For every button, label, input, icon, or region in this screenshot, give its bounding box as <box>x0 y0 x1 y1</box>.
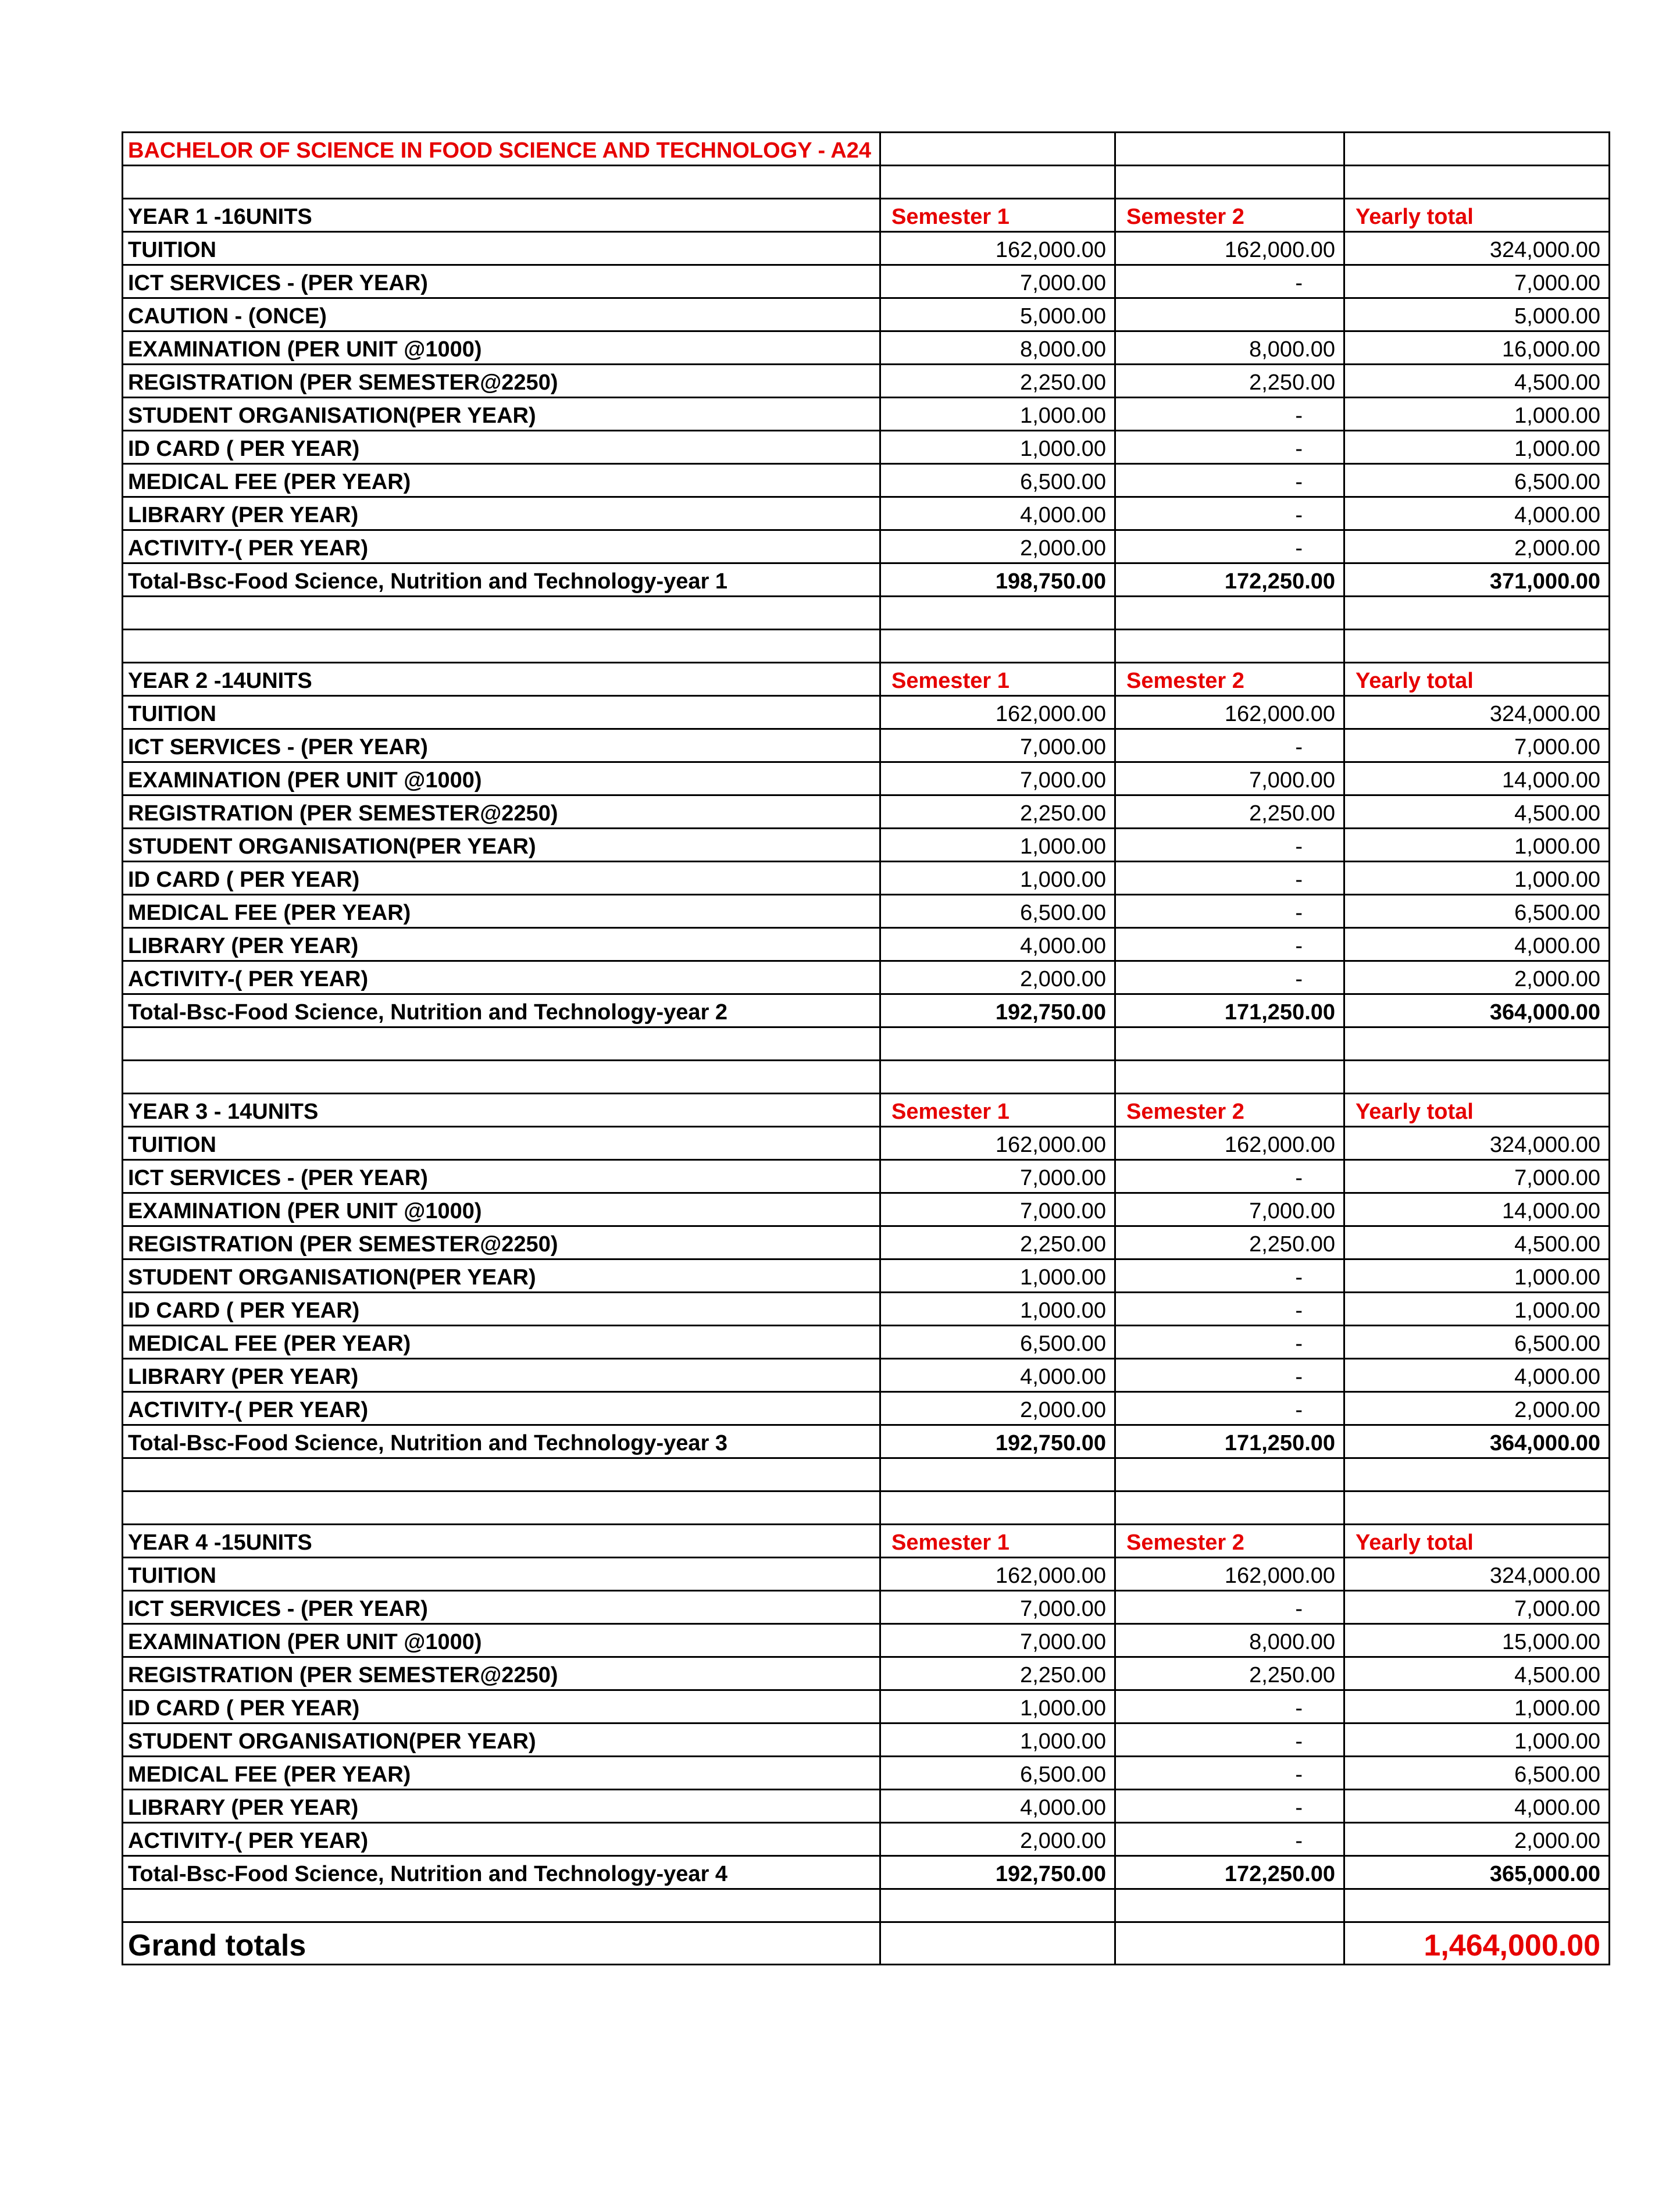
yearly-total-amount: 1,000.00 <box>1344 1259 1610 1293</box>
empty-cell <box>123 1889 880 1922</box>
fee-row <box>123 232 1610 265</box>
fee-label: ACTIVITY-( PER YEAR) <box>123 961 880 994</box>
yearly-total-amount: 6,500.00 <box>1344 1757 1610 1790</box>
blank-row <box>123 1889 1610 1922</box>
fee-row <box>123 365 1610 398</box>
semester-2-amount: 162,000.00 <box>1115 1558 1344 1591</box>
title-row <box>123 133 1610 166</box>
semester-1-amount: 2,000.00 <box>880 1823 1115 1856</box>
empty-cell <box>880 133 1115 166</box>
year-total-yearly: 364,000.00 <box>1344 1425 1610 1458</box>
year-header-row <box>123 199 1610 232</box>
empty-cell <box>1115 1491 1344 1525</box>
semester-2-header: Semester 2 <box>1115 1525 1344 1558</box>
blank-row <box>123 1491 1610 1525</box>
semester-1-amount: 7,000.00 <box>880 1193 1115 1226</box>
fee-row <box>123 265 1610 298</box>
empty-cell <box>1115 1889 1344 1922</box>
fee-row <box>123 1723 1610 1757</box>
fee-row <box>123 331 1610 365</box>
empty-cell <box>880 630 1115 663</box>
semester-1-amount: 1,000.00 <box>880 1259 1115 1293</box>
yearly-total-amount: 1,000.00 <box>1344 829 1610 862</box>
fee-schedule-table <box>122 131 1610 1965</box>
yearly-total-amount: 15,000.00 <box>1344 1624 1610 1657</box>
yearly-total-amount: 1,000.00 <box>1344 1723 1610 1757</box>
semester-2-amount: - <box>1115 265 1344 298</box>
empty-cell <box>880 1458 1115 1491</box>
semester-1-header: Semester 1 <box>880 1525 1115 1558</box>
semester-1-amount: 4,000.00 <box>880 1790 1115 1823</box>
semester-2-header: Semester 2 <box>1115 199 1344 232</box>
empty-cell <box>1344 1458 1610 1491</box>
fee-label: REGISTRATION (PER SEMESTER@2250) <box>123 1226 880 1259</box>
fee-row <box>123 1160 1610 1193</box>
fee-label: LIBRARY (PER YEAR) <box>123 928 880 961</box>
semester-2-amount: - <box>1115 1690 1344 1723</box>
empty-cell <box>880 1922 1115 1965</box>
fee-label: LIBRARY (PER YEAR) <box>123 497 880 530</box>
empty-cell <box>880 1027 1115 1061</box>
empty-cell <box>1115 597 1344 630</box>
blank-row <box>123 630 1610 663</box>
fee-row <box>123 1326 1610 1359</box>
yearly-total-header: Yearly total <box>1344 663 1610 696</box>
fee-label: REGISTRATION (PER SEMESTER@2250) <box>123 1657 880 1690</box>
yearly-total-amount: 6,500.00 <box>1344 895 1610 928</box>
empty-cell <box>123 630 880 663</box>
fee-label: TUITION <box>123 1558 880 1591</box>
yearly-total-amount: 7,000.00 <box>1344 1160 1610 1193</box>
fee-label: LIBRARY (PER YEAR) <box>123 1359 880 1392</box>
fee-label: LIBRARY (PER YEAR) <box>123 1790 880 1823</box>
semester-2-amount: - <box>1115 729 1344 762</box>
semester-1-amount: 7,000.00 <box>880 1624 1115 1657</box>
yearly-total-amount: 324,000.00 <box>1344 232 1610 265</box>
fee-label: REGISTRATION (PER SEMESTER@2250) <box>123 795 880 829</box>
year-header-row <box>123 1525 1610 1558</box>
semester-2-amount: - <box>1115 928 1344 961</box>
year-total-semester-2: 171,250.00 <box>1115 994 1344 1027</box>
yearly-total-amount: 4,500.00 <box>1344 1657 1610 1690</box>
empty-cell <box>1344 597 1610 630</box>
semester-1-amount: 2,250.00 <box>880 795 1115 829</box>
semester-2-amount: 162,000.00 <box>1115 696 1344 729</box>
semester-2-amount: 162,000.00 <box>1115 232 1344 265</box>
fee-label: ID CARD ( PER YEAR) <box>123 1293 880 1326</box>
semester-1-amount: 1,000.00 <box>880 829 1115 862</box>
semester-1-amount: 2,250.00 <box>880 1226 1115 1259</box>
empty-cell <box>880 597 1115 630</box>
empty-cell <box>1115 133 1344 166</box>
empty-cell <box>1344 630 1610 663</box>
fee-row <box>123 464 1610 497</box>
fee-label: MEDICAL FEE (PER YEAR) <box>123 895 880 928</box>
blank-row <box>123 1061 1610 1094</box>
fee-label: MEDICAL FEE (PER YEAR) <box>123 1757 880 1790</box>
semester-1-amount: 2,000.00 <box>880 530 1115 563</box>
yearly-total-amount: 2,000.00 <box>1344 1392 1610 1425</box>
yearly-total-amount: 4,000.00 <box>1344 1790 1610 1823</box>
yearly-total-header: Yearly total <box>1344 1094 1610 1127</box>
fee-label: TUITION <box>123 696 880 729</box>
empty-cell <box>1115 630 1344 663</box>
semester-2-amount: - <box>1115 497 1344 530</box>
fee-label: STUDENT ORGANISATION(PER YEAR) <box>123 398 880 431</box>
fee-row <box>123 895 1610 928</box>
year-total-semester-1: 192,750.00 <box>880 1425 1115 1458</box>
year-total-row <box>123 994 1610 1027</box>
fee-label: STUDENT ORGANISATION(PER YEAR) <box>123 1259 880 1293</box>
semester-1-amount: 7,000.00 <box>880 729 1115 762</box>
year-total-semester-1: 192,750.00 <box>880 1856 1115 1889</box>
empty-cell <box>1115 1027 1344 1061</box>
fee-row <box>123 1690 1610 1723</box>
fee-label: ICT SERVICES - (PER YEAR) <box>123 1591 880 1624</box>
year-total-semester-1: 192,750.00 <box>880 994 1115 1027</box>
semester-2-amount: - <box>1115 895 1344 928</box>
year-heading: YEAR 3 - 14UNITS <box>123 1094 880 1127</box>
year-total-semester-2: 171,250.00 <box>1115 1425 1344 1458</box>
semester-2-amount: 8,000.00 <box>1115 331 1344 365</box>
fee-row <box>123 1259 1610 1293</box>
semester-2-amount: 8,000.00 <box>1115 1624 1344 1657</box>
fee-label: STUDENT ORGANISATION(PER YEAR) <box>123 829 880 862</box>
fee-row <box>123 298 1610 331</box>
fee-row <box>123 1624 1610 1657</box>
semester-2-header: Semester 2 <box>1115 663 1344 696</box>
year-total-yearly: 371,000.00 <box>1344 563 1610 597</box>
semester-2-amount: - <box>1115 1160 1344 1193</box>
semester-2-amount: 2,250.00 <box>1115 1226 1344 1259</box>
fee-row <box>123 1657 1610 1690</box>
document-title: BACHELOR OF SCIENCE IN FOOD SCIENCE AND TECHNOLOGY - A24 <box>123 133 880 166</box>
semester-2-amount: 162,000.00 <box>1115 1127 1344 1160</box>
yearly-total-amount: 2,000.00 <box>1344 961 1610 994</box>
fee-label: CAUTION - (ONCE) <box>123 298 880 331</box>
empty-cell <box>880 1491 1115 1525</box>
semester-2-amount: - <box>1115 1723 1344 1757</box>
semester-2-amount: - <box>1115 1293 1344 1326</box>
empty-cell <box>1344 166 1610 199</box>
fee-label: MEDICAL FEE (PER YEAR) <box>123 464 880 497</box>
fee-row <box>123 961 1610 994</box>
empty-cell <box>123 1491 880 1525</box>
yearly-total-amount: 4,500.00 <box>1344 1226 1610 1259</box>
semester-1-amount: 2,000.00 <box>880 1392 1115 1425</box>
year-total-label: Total-Bsc-Food Science, Nutrition and Technology-year 1 <box>123 563 880 597</box>
semester-2-amount: - <box>1115 1790 1344 1823</box>
year-total-label: Total-Bsc-Food Science, Nutrition and Technology-year 4 <box>123 1856 880 1889</box>
blank-row <box>123 1027 1610 1061</box>
semester-2-amount: - <box>1115 1392 1344 1425</box>
semester-1-amount: 2,000.00 <box>880 961 1115 994</box>
fee-row <box>123 1359 1610 1392</box>
yearly-total-amount: 1,000.00 <box>1344 1690 1610 1723</box>
semester-1-header: Semester 1 <box>880 1094 1115 1127</box>
yearly-total-amount: 4,500.00 <box>1344 365 1610 398</box>
grand-total-label: Grand totals <box>123 1922 880 1965</box>
empty-cell <box>1115 1922 1344 1965</box>
fee-label: ACTIVITY-( PER YEAR) <box>123 1392 880 1425</box>
empty-cell <box>1344 1889 1610 1922</box>
year-total-row <box>123 563 1610 597</box>
semester-1-amount: 4,000.00 <box>880 928 1115 961</box>
yearly-total-amount: 1,000.00 <box>1344 862 1610 895</box>
yearly-total-amount: 14,000.00 <box>1344 1193 1610 1226</box>
yearly-total-amount: 6,500.00 <box>1344 1326 1610 1359</box>
fee-label: ACTIVITY-( PER YEAR) <box>123 1823 880 1856</box>
semester-2-amount: - <box>1115 398 1344 431</box>
grand-total-value: 1,464,000.00 <box>1344 1922 1610 1965</box>
semester-2-amount: - <box>1115 1757 1344 1790</box>
yearly-total-amount: 1,000.00 <box>1344 1293 1610 1326</box>
empty-cell <box>1344 1491 1610 1525</box>
semester-1-amount: 6,500.00 <box>880 464 1115 497</box>
fee-row <box>123 530 1610 563</box>
fee-row <box>123 729 1610 762</box>
semester-1-amount: 1,000.00 <box>880 431 1115 464</box>
yearly-total-amount: 4,000.00 <box>1344 497 1610 530</box>
fee-row <box>123 1127 1610 1160</box>
fee-label: MEDICAL FEE (PER YEAR) <box>123 1326 880 1359</box>
empty-cell <box>1344 1061 1610 1094</box>
semester-1-amount: 1,000.00 <box>880 1293 1115 1326</box>
empty-cell <box>123 1458 880 1491</box>
fee-row <box>123 1823 1610 1856</box>
empty-cell <box>1115 1061 1344 1094</box>
empty-cell <box>880 166 1115 199</box>
empty-cell <box>880 1061 1115 1094</box>
yearly-total-amount: 4,000.00 <box>1344 1359 1610 1392</box>
fee-row <box>123 497 1610 530</box>
yearly-total-amount: 1,000.00 <box>1344 398 1610 431</box>
fee-label: REGISTRATION (PER SEMESTER@2250) <box>123 365 880 398</box>
semester-1-amount: 7,000.00 <box>880 265 1115 298</box>
semester-1-amount: 5,000.00 <box>880 298 1115 331</box>
fee-row <box>123 431 1610 464</box>
empty-cell <box>123 597 880 630</box>
year-total-row <box>123 1425 1610 1458</box>
fee-label: ID CARD ( PER YEAR) <box>123 431 880 464</box>
fee-row <box>123 829 1610 862</box>
semester-1-amount: 2,250.00 <box>880 365 1115 398</box>
fee-row <box>123 862 1610 895</box>
fee-label: EXAMINATION (PER UNIT @1000) <box>123 762 880 795</box>
fee-label: ICT SERVICES - (PER YEAR) <box>123 729 880 762</box>
semester-2-header: Semester 2 <box>1115 1094 1344 1127</box>
semester-1-amount: 1,000.00 <box>880 398 1115 431</box>
semester-2-amount: - <box>1115 1326 1344 1359</box>
empty-cell <box>880 1889 1115 1922</box>
yearly-total-amount: 324,000.00 <box>1344 696 1610 729</box>
year-heading: YEAR 1 -16UNITS <box>123 199 880 232</box>
yearly-total-amount: 5,000.00 <box>1344 298 1610 331</box>
semester-1-amount: 1,000.00 <box>880 1723 1115 1757</box>
semester-1-amount: 4,000.00 <box>880 1359 1115 1392</box>
semester-2-amount: - <box>1115 530 1344 563</box>
fee-label: TUITION <box>123 1127 880 1160</box>
semester-2-amount: - <box>1115 829 1344 862</box>
fee-label: TUITION <box>123 232 880 265</box>
year-header-row <box>123 1094 1610 1127</box>
yearly-total-amount: 16,000.00 <box>1344 331 1610 365</box>
semester-1-amount: 6,500.00 <box>880 1326 1115 1359</box>
yearly-total-header: Yearly total <box>1344 199 1610 232</box>
year-total-semester-2: 172,250.00 <box>1115 563 1344 597</box>
empty-cell <box>1344 133 1610 166</box>
semester-1-amount: 7,000.00 <box>880 1160 1115 1193</box>
fee-row <box>123 928 1610 961</box>
semester-1-amount: 162,000.00 <box>880 1558 1115 1591</box>
fee-row <box>123 1193 1610 1226</box>
semester-1-amount: 8,000.00 <box>880 331 1115 365</box>
semester-2-amount <box>1115 298 1344 331</box>
yearly-total-amount: 4,500.00 <box>1344 795 1610 829</box>
year-total-yearly: 364,000.00 <box>1344 994 1610 1027</box>
semester-1-amount: 1,000.00 <box>880 1690 1115 1723</box>
semester-1-amount: 7,000.00 <box>880 1591 1115 1624</box>
fee-row <box>123 1757 1610 1790</box>
fee-label: EXAMINATION (PER UNIT @1000) <box>123 331 880 365</box>
semester-2-amount: 7,000.00 <box>1115 762 1344 795</box>
yearly-total-header: Yearly total <box>1344 1525 1610 1558</box>
fee-row <box>123 795 1610 829</box>
semester-2-amount: - <box>1115 431 1344 464</box>
semester-1-amount: 7,000.00 <box>880 762 1115 795</box>
empty-cell <box>1115 1458 1344 1491</box>
year-total-semester-1: 198,750.00 <box>880 563 1115 597</box>
semester-2-amount: - <box>1115 1823 1344 1856</box>
semester-1-amount: 162,000.00 <box>880 696 1115 729</box>
year-total-row <box>123 1856 1610 1889</box>
semester-2-amount: 2,250.00 <box>1115 795 1344 829</box>
blank-row <box>123 1458 1610 1491</box>
yearly-total-amount: 6,500.00 <box>1344 464 1610 497</box>
fee-row <box>123 1558 1610 1591</box>
semester-2-amount: 7,000.00 <box>1115 1193 1344 1226</box>
year-total-label: Total-Bsc-Food Science, Nutrition and Technology-year 2 <box>123 994 880 1027</box>
fee-row <box>123 1293 1610 1326</box>
semester-1-amount: 6,500.00 <box>880 895 1115 928</box>
yearly-total-amount: 7,000.00 <box>1344 1591 1610 1624</box>
semester-2-amount: - <box>1115 1259 1344 1293</box>
fee-label: STUDENT ORGANISATION(PER YEAR) <box>123 1723 880 1757</box>
yearly-total-amount: 4,000.00 <box>1344 928 1610 961</box>
fee-schedule-body <box>123 133 1610 1965</box>
semester-2-amount: - <box>1115 1359 1344 1392</box>
fee-label: ICT SERVICES - (PER YEAR) <box>123 265 880 298</box>
semester-1-amount: 1,000.00 <box>880 862 1115 895</box>
year-total-label: Total-Bsc-Food Science, Nutrition and Technology-year 3 <box>123 1425 880 1458</box>
semester-2-amount: - <box>1115 862 1344 895</box>
fee-label: ID CARD ( PER YEAR) <box>123 862 880 895</box>
blank-row <box>123 166 1610 199</box>
fee-label: ACTIVITY-( PER YEAR) <box>123 530 880 563</box>
yearly-total-amount: 2,000.00 <box>1344 530 1610 563</box>
semester-1-header: Semester 1 <box>880 663 1115 696</box>
fee-label: EXAMINATION (PER UNIT @1000) <box>123 1193 880 1226</box>
empty-cell <box>123 166 880 199</box>
semester-1-header: Semester 1 <box>880 199 1115 232</box>
semester-2-amount: - <box>1115 464 1344 497</box>
yearly-total-amount: 7,000.00 <box>1344 729 1610 762</box>
empty-cell <box>1115 166 1344 199</box>
yearly-total-amount: 324,000.00 <box>1344 1558 1610 1591</box>
fee-row <box>123 1392 1610 1425</box>
year-heading: YEAR 2 -14UNITS <box>123 663 880 696</box>
fee-row <box>123 1226 1610 1259</box>
fee-row <box>123 1790 1610 1823</box>
semester-2-amount: 2,250.00 <box>1115 365 1344 398</box>
yearly-total-amount: 1,000.00 <box>1344 431 1610 464</box>
semester-2-amount: 2,250.00 <box>1115 1657 1344 1690</box>
year-total-semester-2: 172,250.00 <box>1115 1856 1344 1889</box>
year-header-row <box>123 663 1610 696</box>
semester-2-amount: - <box>1115 961 1344 994</box>
fee-row <box>123 398 1610 431</box>
semester-2-amount: - <box>1115 1591 1344 1624</box>
empty-cell <box>123 1061 880 1094</box>
yearly-total-amount: 14,000.00 <box>1344 762 1610 795</box>
fee-label: ID CARD ( PER YEAR) <box>123 1690 880 1723</box>
semester-1-amount: 162,000.00 <box>880 1127 1115 1160</box>
semester-1-amount: 6,500.00 <box>880 1757 1115 1790</box>
year-heading: YEAR 4 -15UNITS <box>123 1525 880 1558</box>
empty-cell <box>1344 1027 1610 1061</box>
yearly-total-amount: 2,000.00 <box>1344 1823 1610 1856</box>
blank-row <box>123 597 1610 630</box>
fee-label: ICT SERVICES - (PER YEAR) <box>123 1160 880 1193</box>
fee-row <box>123 696 1610 729</box>
semester-1-amount: 4,000.00 <box>880 497 1115 530</box>
semester-1-amount: 162,000.00 <box>880 232 1115 265</box>
fee-row <box>123 1591 1610 1624</box>
semester-1-amount: 2,250.00 <box>880 1657 1115 1690</box>
yearly-total-amount: 7,000.00 <box>1344 265 1610 298</box>
fee-label: EXAMINATION (PER UNIT @1000) <box>123 1624 880 1657</box>
year-total-yearly: 365,000.00 <box>1344 1856 1610 1889</box>
fee-row <box>123 762 1610 795</box>
grand-total-row <box>123 1922 1610 1965</box>
empty-cell <box>123 1027 880 1061</box>
yearly-total-amount: 324,000.00 <box>1344 1127 1610 1160</box>
